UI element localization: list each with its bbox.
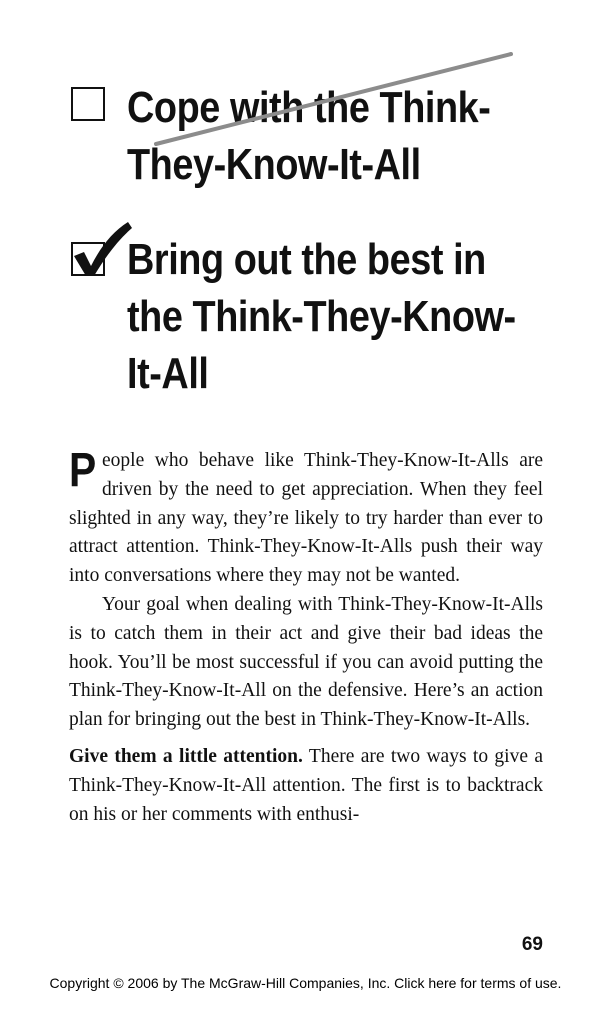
paragraph-3 bbox=[69, 743, 543, 829]
copyright-link[interactable]: Copyright © 2006 by The McGraw-Hill Companies, Inc. Click here for terms of use. bbox=[49, 975, 562, 991]
drop-cap: P bbox=[69, 444, 97, 497]
heading-line: Cope with the Think- bbox=[127, 83, 491, 132]
paragraph-3-text: There are two ways to give a Think-They-Know-It-All attention. The first is to backtrack on his or her comments with enthusi- bbox=[69, 745, 544, 825]
heading-line: They-Know-It-All bbox=[127, 140, 421, 189]
heading-line: Bring out the best in bbox=[127, 235, 486, 284]
paragraph-1 bbox=[69, 444, 543, 591]
run-in-heading: Give them a little attention. bbox=[69, 745, 303, 767]
paragraph-2: Your goal when dealing with Think-They-Know-It-Alls is to catch them in their act and give their bad ideas the hook. You’ll be most successful if you can avoid putting the Think-They-Know-It-All on the defensive. Here’s an action plan for bringing out the best in Think-They-Know-It-Alls. bbox=[69, 593, 543, 731]
paragraph-1-text: eople who behave like Think-They-Know-It-Alls are driven by the need to get appreciation. When they feel slighted in any way, they’re likely to try harder than ever to attract attention. Think-They-Know-It-Alls push their way into conversations where they may not be wanted. bbox=[69, 450, 543, 587]
heading-line: It-All bbox=[127, 349, 209, 398]
body-text bbox=[69, 444, 544, 829]
checkmark-icon bbox=[60, 218, 136, 282]
page-number: 69 bbox=[521, 934, 543, 955]
heading-line: the Think-They-Know- bbox=[127, 292, 516, 341]
heading-bring-out-best bbox=[127, 231, 516, 402]
